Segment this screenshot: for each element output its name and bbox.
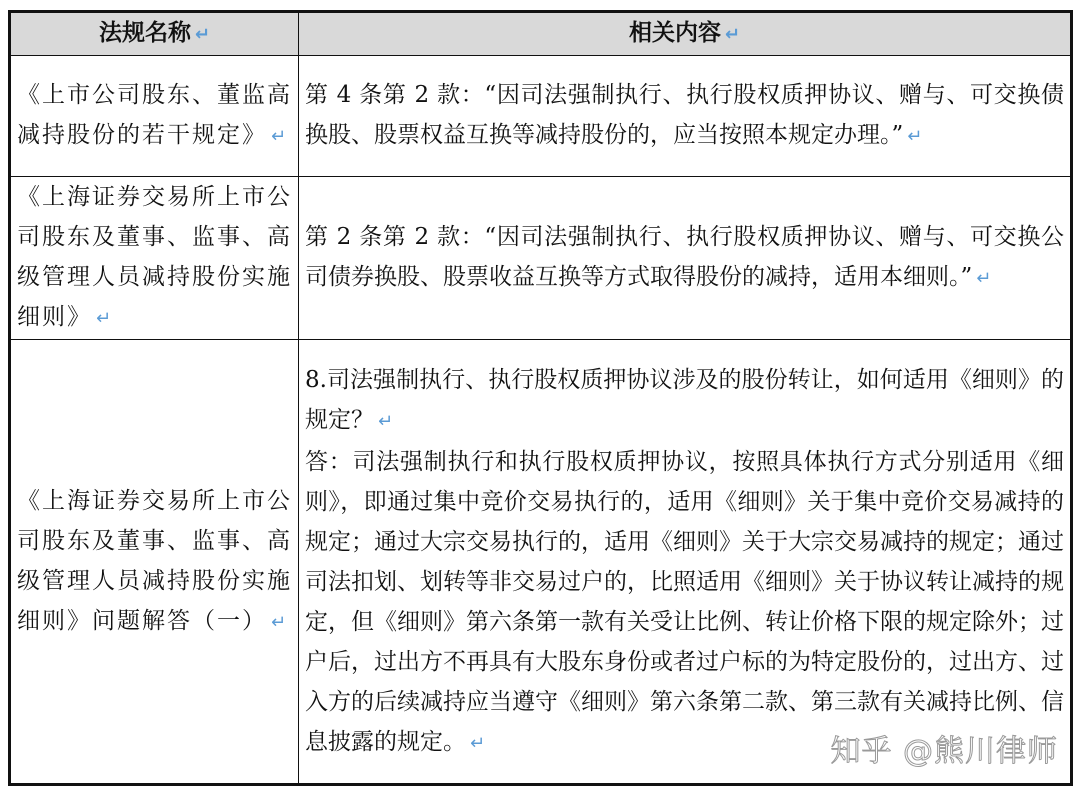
paragraph-mark-icon: ↵ bbox=[907, 126, 923, 147]
content-cell bbox=[299, 340, 1072, 785]
paragraph-mark-icon: ↵ bbox=[271, 126, 289, 147]
paragraph-mark-icon: ↵ bbox=[976, 268, 992, 289]
table-row bbox=[10, 56, 1072, 177]
regulations-table bbox=[8, 10, 1073, 786]
content-cell: 第 4 条第 2 款：“因司法强制执行、执行股权质押协议、赠与、可交换债换股、股票权益互换等减持股份的，应当按照本规定办理。” ↵ bbox=[299, 56, 1072, 177]
law-name-cell: 《上市公司股东、董监高减持股份的若干规定》 ↵ bbox=[10, 56, 299, 177]
table-row bbox=[10, 340, 1072, 785]
paragraph-mark-icon: ↵ bbox=[194, 24, 211, 45]
answer-text: 答：司法强制执行和执行股权质押协议，按照具体执行方式分别适用《细则》，即通过集中竞价交易执行的，适用《细则》关于集中竞价交易减持的规定；通过大宗交易执行的，适用《细则》关于大宗交易减持的规定；通过司法扣划、划转等非交易过户的，比照适用《细则》关于协议转让减持的规定，但《细则》第六条第一款有关受让比例、转让价格下限的规定除外；过户后，过出方不再具有大股东身份或者过户标的为特定股份的，过出方、过入方的后续减持应当遵守《细则》第六条第二款、第三款有关减持比例、信息披露的规定。 ↵ bbox=[305, 448, 1064, 755]
paragraph-mark-icon: ↵ bbox=[96, 308, 114, 329]
law-name-cell: 《上海证券交易所上市公司股东及董事、监事、高级管理人员减持股份实施细则》问题解答（一） ↵ bbox=[10, 340, 299, 785]
paragraph-mark-icon: ↵ bbox=[470, 732, 486, 754]
watermark: 知乎 @熊川律师 bbox=[830, 734, 1058, 769]
paragraph-mark-icon: ↵ bbox=[378, 410, 394, 432]
paragraph-mark-icon: ↵ bbox=[271, 611, 289, 633]
table-header-row bbox=[10, 12, 1072, 56]
content-cell: 第 2 条第 2 款：“因司法强制执行、执行股权质押协议、赠与、可交换公司债券换股、股票收益互换等方式取得股份的减持，适用本细则。” ↵ bbox=[299, 177, 1072, 340]
column-header-law-name: 法规名称 ↵ bbox=[10, 12, 299, 56]
law-name-cell: 《上海证券交易所上市公司股东及董事、监事、高级管理人员减持股份实施细则》 ↵ bbox=[10, 177, 299, 340]
table-row bbox=[10, 177, 1072, 340]
paragraph-mark-icon: ↵ bbox=[724, 24, 741, 45]
column-header-content: 相关内容 ↵ bbox=[299, 12, 1072, 56]
question-text: 8.司法强制执行、执行股权质押协议涉及的股份转让，如何适用《细则》的规定？ ↵ bbox=[305, 366, 1064, 433]
